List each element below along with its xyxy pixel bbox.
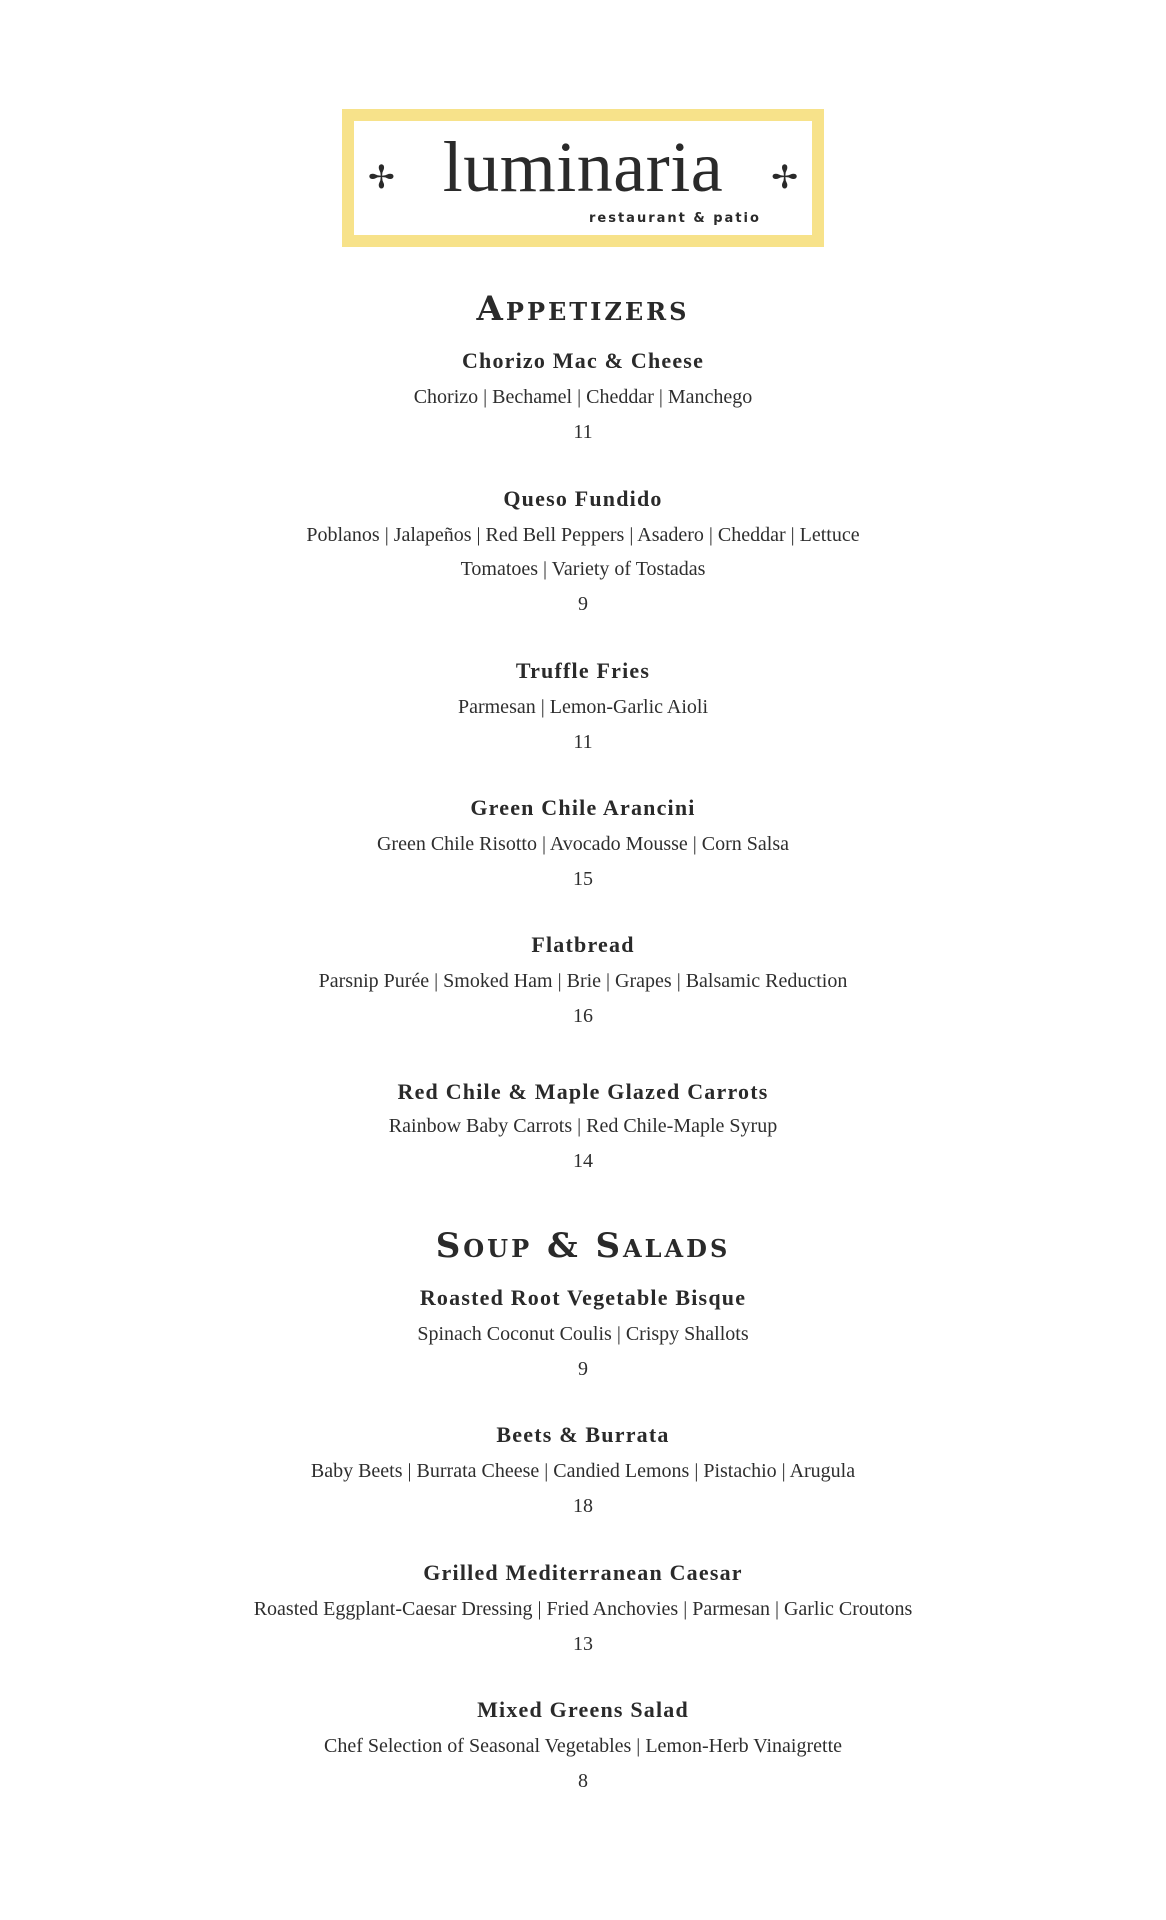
- menu-item-description: Roasted Eggplant-Caesar Dressing | Fried Anchovies | Parmesan | Garlic Croutons: [253, 1598, 913, 1620]
- restaurant-logo: [342, 109, 824, 247]
- menu-item-description: Green Chile Risotto | Avocado Mousse | Corn Salsa: [376, 833, 790, 855]
- menu-item-name: Grilled Mediterranean Caesar: [423, 1560, 743, 1585]
- menu-item-price: 9: [578, 1358, 588, 1380]
- menu-item-name: Queso Fundido: [503, 486, 663, 511]
- menu-item-name: Red Chile & Maple Glazed Carrots: [397, 1079, 769, 1104]
- menu-item-description: Chorizo | Bechamel | Cheddar | Manchego: [413, 386, 753, 408]
- menu-item-description: Baby Beets | Burrata Cheese | Candied Lemons | Pistachio | Arugula: [310, 1460, 856, 1482]
- menu-item-name: Chorizo Mac & Cheese: [461, 348, 705, 373]
- menu-item-name: Flatbread: [531, 932, 635, 957]
- logo-wordmark: luminaria: [442, 127, 724, 207]
- section-title-soup-salads: Soup & Salads: [435, 1226, 731, 1266]
- menu-item-name: Truffle Fries: [515, 658, 651, 683]
- menu-item-price: 16: [573, 1005, 593, 1027]
- menu-item-description: Tomatoes | Variety of Tostadas: [460, 558, 706, 580]
- menu-item-description: Rainbow Baby Carrots | Red Chile-Maple Syrup: [388, 1115, 778, 1137]
- menu-item-price: 14: [573, 1150, 593, 1172]
- star-ornament-icon: ✢: [771, 158, 798, 196]
- menu-item-description: Parmesan | Lemon-Garlic Aioli: [457, 696, 709, 718]
- star-ornament-icon: ✢: [368, 158, 395, 196]
- menu-item-description: Chef Selection of Seasonal Vegetables | Lemon-Herb Vinaigrette: [323, 1735, 843, 1757]
- menu-item-description: Spinach Coconut Coulis | Crispy Shallots: [417, 1323, 749, 1345]
- menu-item-price: 18: [573, 1495, 593, 1517]
- menu-item-price: 8: [578, 1770, 588, 1792]
- menu-item-price: 15: [573, 868, 593, 890]
- menu-item-name: Beets & Burrata: [496, 1422, 670, 1447]
- menu-item-price: 9: [578, 593, 588, 615]
- menu-item-description: Parsnip Purée | Smoked Ham | Brie | Grapes | Balsamic Reduction: [318, 970, 848, 992]
- menu-item-price: 13: [573, 1633, 593, 1655]
- menu-item-name: Green Chile Arancini: [470, 795, 696, 820]
- menu-item-name: Mixed Greens Salad: [477, 1697, 689, 1722]
- section-title-appetizers: Appetizers: [476, 289, 690, 329]
- menu-item-description: Poblanos | Jalapeños | Red Bell Peppers | Asadero | Cheddar | Lettuce: [306, 524, 860, 546]
- menu-item-price: 11: [573, 421, 593, 443]
- menu-item-name: Roasted Root Vegetable Bisque: [419, 1285, 747, 1310]
- menu-item-price: 11: [573, 731, 593, 753]
- logo-tagline: restaurant & patio: [589, 211, 761, 226]
